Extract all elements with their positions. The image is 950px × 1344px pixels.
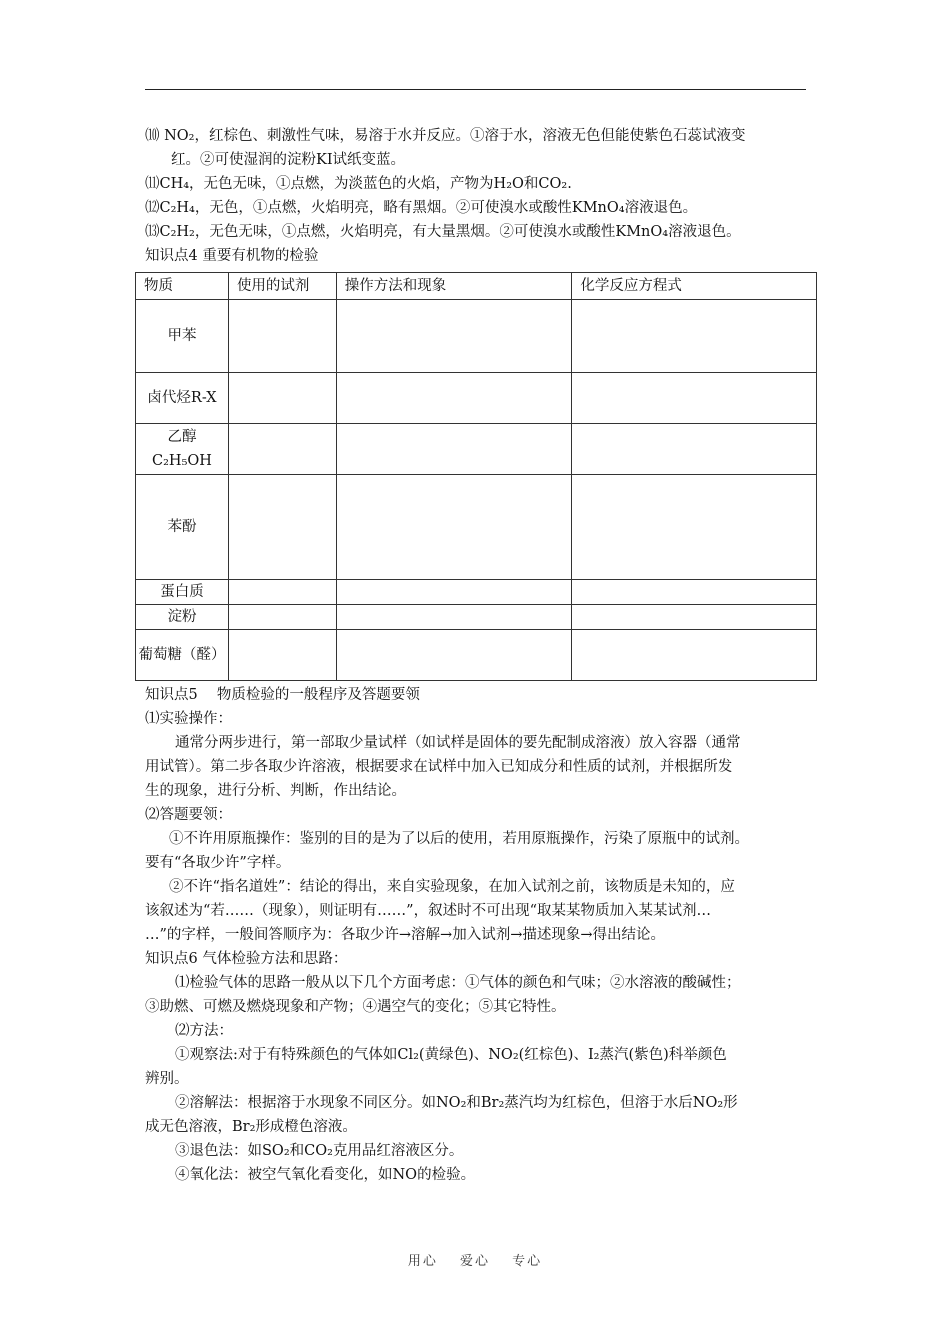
reagent-cell (228, 580, 336, 605)
reagent-cell (228, 373, 336, 424)
section5-p3-line: …”的字样，一般间答顺序为：各取少许→溶解→加入试剂→描述现象→得出结论。 (145, 927, 666, 943)
gas-c2h2-line: ⒀C₂H₂，无色无味，①点燃，火焰明亮，有大量黑烟。②可使溴水或酸性KMnO₄溶液退色。 (145, 224, 741, 240)
section5-title: 知识点5 物质检验的一般程序及答题要领 (145, 687, 420, 703)
equation-cell (572, 630, 817, 681)
section6-m1-line: ①观察法:对于有特殊颜色的气体如Cl₂(黄绿色)、NO₂(红棕色)、I₂蒸汽(紫色)科举颜色 (175, 1047, 727, 1063)
operation-cell (336, 475, 572, 580)
section6-m1-line: 辨别。 (145, 1071, 189, 1087)
equation-cell (572, 580, 817, 605)
gas-list (145, 124, 825, 268)
substance-cell: 淀粉 (136, 605, 229, 630)
section4-title: 知识点4 重要有机物的检验 (145, 248, 319, 264)
section6-p1-line: ⑴检验气体的思路一般从以下几个方面考虑：①气体的颜色和气味；②水溶液的酸碱性； (175, 975, 741, 991)
header-reagent: 使用的试剂 (228, 273, 336, 300)
table-row (136, 373, 817, 424)
footer-word: 专心 (512, 1254, 543, 1269)
footer-word: 用心 (407, 1254, 438, 1269)
reagent-cell (228, 475, 336, 580)
section5-p3-line: ②不许“指名道姓”：结论的得出，来自实验现象，在加入试剂之前，该物质是未知的，应 (169, 879, 735, 895)
equation-cell (572, 475, 817, 580)
section5-p1-line: 生的现象，进行分析、判断，作出结论。 (145, 783, 406, 799)
gas-no2-line1: ⑽ NO₂，红棕色、刺激性气味，易溶于水并反应。①溶于水，溶液无色但能使紫色石蕊试液变 (145, 128, 746, 144)
section6-p1-line: ③助燃、可燃及燃烧现象和产物；④遇空气的变化；⑤其它特性。 (145, 999, 566, 1015)
equation-cell (572, 605, 817, 630)
section6 (145, 947, 825, 1187)
header-rule (145, 89, 806, 90)
table-row (136, 630, 817, 681)
header-substance: 物质 (136, 273, 229, 300)
table-row (136, 605, 817, 630)
table-row (136, 300, 817, 373)
organic-detection-table (135, 272, 817, 681)
substance-cell: 苯酚 (136, 475, 229, 580)
section6-method-title: ⑵方法： (175, 1023, 233, 1039)
header-operation: 操作方法和现象 (336, 273, 572, 300)
reagent-cell (228, 630, 336, 681)
table-row (136, 580, 817, 605)
section5-step1: ⑴实验操作： (145, 711, 232, 727)
section6-m3-line: ③退色法：如SO₂和CO₂克用品红溶液区分。 (175, 1143, 464, 1159)
section5-p1-line: 通常分两步进行，第一部取少量试样（如试样是固体的要先配制成溶液）放入容器（通常 (175, 735, 741, 751)
operation-cell (336, 300, 572, 373)
section6-title: 知识点6 气体检验方法和思路： (145, 951, 348, 967)
table-row (136, 424, 817, 475)
operation-cell (336, 373, 572, 424)
substance-cell: 甲苯 (136, 300, 229, 373)
section5-p1-line: 用试管）。第二步各取少许溶液，根据要求在试样中加入已知成分和性质的试剂，并根据所发 (145, 759, 733, 775)
reagent-cell (228, 300, 336, 373)
substance-cell: 蛋白质 (136, 580, 229, 605)
page-footer (0, 1250, 950, 1269)
header-equation: 化学反应方程式 (572, 273, 817, 300)
equation-cell (572, 373, 817, 424)
equation-cell (572, 300, 817, 373)
gas-c2h4-line: ⑿C₂H₄，无色，①点燃，火焰明亮，略有黑烟。②可使溴水或酸性KMnO₄溶液退色。 (145, 200, 698, 216)
section5 (145, 683, 825, 947)
section6-m4-line: ④氧化法：被空气氧化看变化，如NO的检验。 (175, 1167, 476, 1183)
gas-ch4-line: ⑾CH₄，无色无味，①点燃，为淡蓝色的火焰，产物为H₂O和CO₂. (145, 176, 572, 192)
equation-cell (572, 424, 817, 475)
substance-cell: 乙醇C₂H₅OH (136, 424, 229, 475)
operation-cell (336, 580, 572, 605)
footer-word: 爱心 (459, 1254, 490, 1269)
table-row (136, 475, 817, 580)
section5-step2: ⑵答题要领： (145, 807, 232, 823)
table-header-row (136, 273, 817, 300)
operation-cell (336, 630, 572, 681)
section5-p3-line: 该叙述为“若……（现象），则证明有……”，叙述时不可出现“取某某物质加入某某试剂… (145, 903, 711, 919)
section6-m2-line: 成无色溶液，Br₂形成橙色溶液。 (145, 1119, 357, 1135)
operation-cell (336, 424, 572, 475)
reagent-cell (228, 605, 336, 630)
gas-no2-line2: 红。②可使湿润的淀粉KI试纸变蓝。 (171, 152, 406, 168)
reagent-cell (228, 424, 336, 475)
section5-p2-line: ①不许用原瓶操作：鉴别的目的是为了以后的使用，若用原瓶操作，污染了原瓶中的试剂。 (169, 831, 749, 847)
substance-cell: 葡萄糖（醛） (136, 630, 229, 681)
section6-m2-line: ②溶解法：根据溶于水现象不同区分。如NO₂和Br₂蒸汽均为红棕色，但溶于水后NO₂形 (175, 1095, 738, 1111)
section5-p2-line: 要有“各取少许”字样。 (145, 855, 291, 871)
operation-cell (336, 605, 572, 630)
substance-cell: 卤代烃R-X (136, 373, 229, 424)
